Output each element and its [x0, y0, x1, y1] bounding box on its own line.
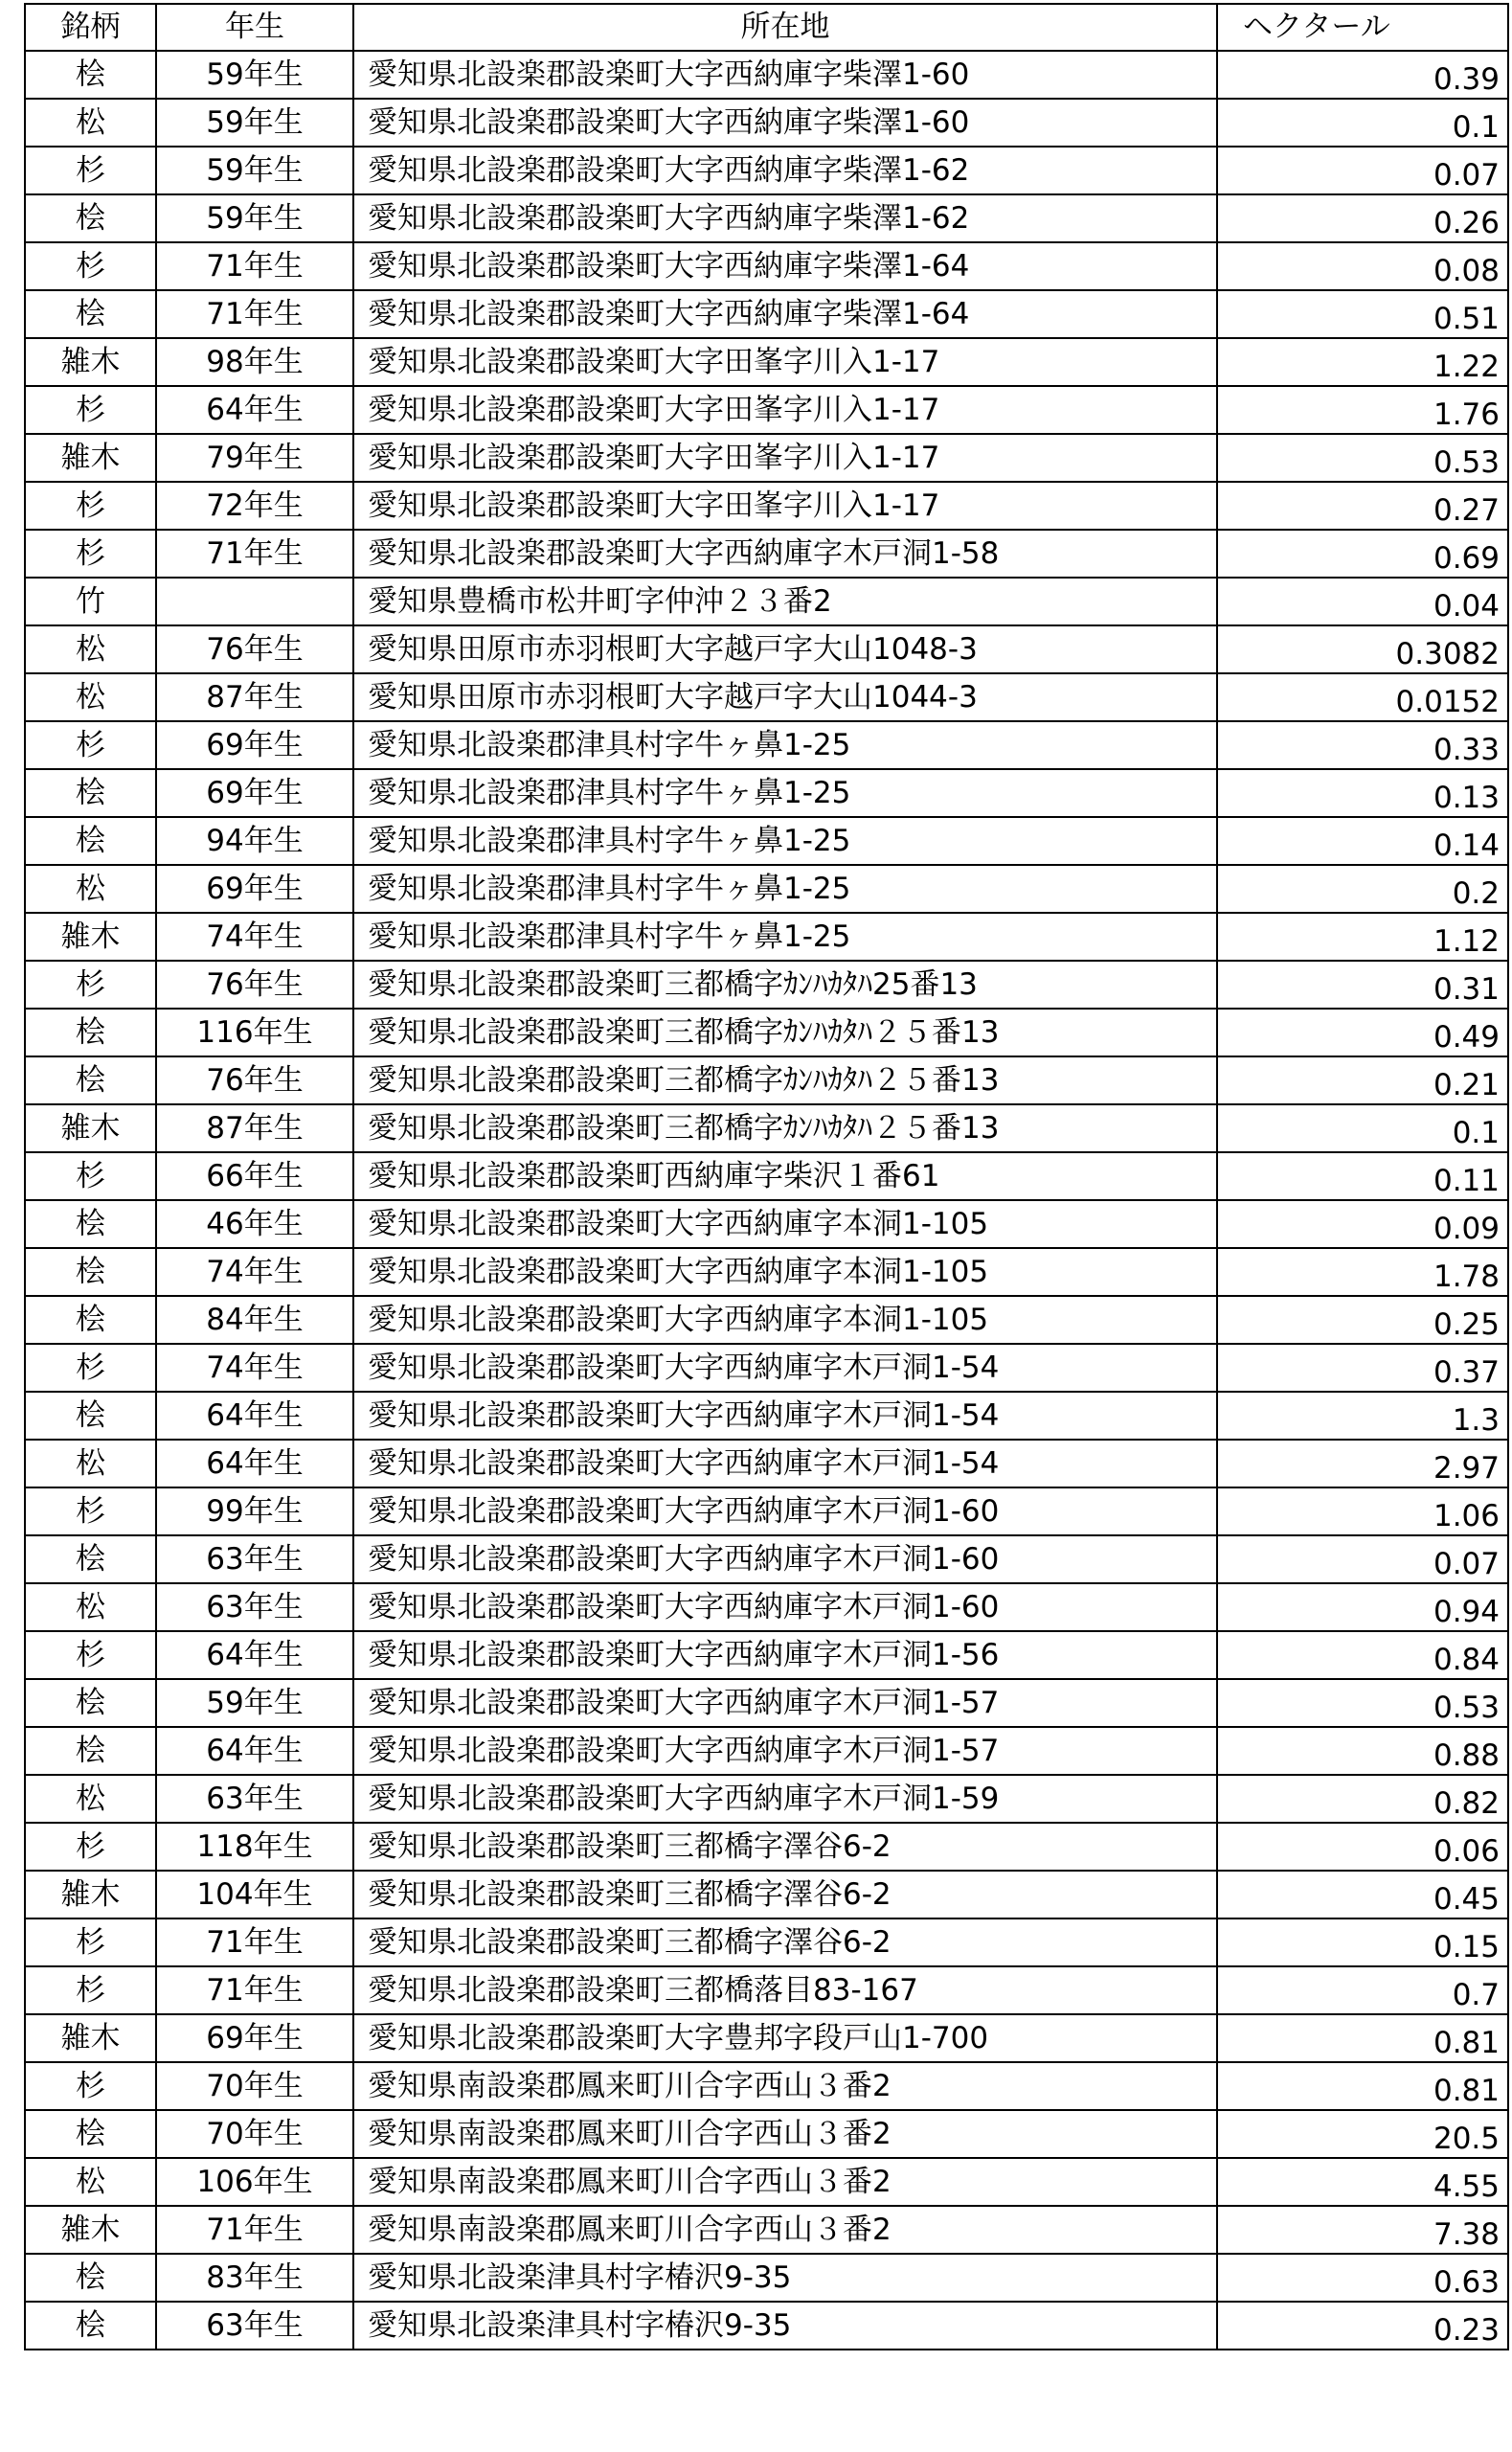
hectare-cell: 0.06 [1217, 1823, 1508, 1871]
species-cell: 松 [25, 1583, 156, 1631]
hectare-cell: 0.07 [1217, 147, 1508, 194]
location-cell: 愛知県北設楽郡設楽町大字西納庫字木戸洞1-59 [353, 1775, 1217, 1823]
location-cell: 愛知県北設楽郡設楽町大字西納庫字柴澤1-64 [353, 242, 1217, 290]
species-cell: 杉 [25, 2062, 156, 2110]
header-hectare: ヘクタール [1217, 4, 1508, 51]
table-row [25, 673, 1508, 721]
species-cell: 桧 [25, 1200, 156, 1248]
hectare-cell: 0.82 [1217, 1775, 1508, 1823]
species-cell: 杉 [25, 1487, 156, 1535]
location-cell: 愛知県豊橋市松井町字仲沖２３番2 [353, 578, 1217, 625]
table-row [25, 625, 1508, 673]
header-species: 銘柄 [25, 4, 156, 51]
table-row [25, 1631, 1508, 1679]
hectare-cell: 1.3 [1217, 1392, 1508, 1440]
age-cell: 59年生 [156, 1679, 353, 1727]
age-cell: 94年生 [156, 817, 353, 865]
hectare-cell: 0.25 [1217, 1296, 1508, 1344]
location-cell: 愛知県北設楽郡設楽町大字西納庫字柴澤1-62 [353, 147, 1217, 194]
location-cell: 愛知県北設楽郡津具村字牛ヶ鼻1-25 [353, 817, 1217, 865]
hectare-cell: 0.26 [1217, 194, 1508, 242]
table-row [25, 1823, 1508, 1871]
hectare-cell: 0.13 [1217, 769, 1508, 817]
species-cell: 杉 [25, 1344, 156, 1392]
forest-inventory-table [24, 3, 1509, 2350]
hectare-cell: 0.45 [1217, 1871, 1508, 1918]
age-cell: 46年生 [156, 1200, 353, 1248]
hectare-cell: 0.33 [1217, 721, 1508, 769]
age-cell: 64年生 [156, 386, 353, 434]
table-row [25, 51, 1508, 99]
age-cell: 74年生 [156, 913, 353, 961]
species-cell: 雑木 [25, 434, 156, 482]
hectare-cell: 0.69 [1217, 530, 1508, 578]
species-cell: 松 [25, 625, 156, 673]
hectare-cell: 1.76 [1217, 386, 1508, 434]
species-cell: 桧 [25, 290, 156, 338]
location-cell: 愛知県北設楽郡設楽町大字西納庫字木戸洞1-57 [353, 1727, 1217, 1775]
table-row [25, 1487, 1508, 1535]
table-row [25, 817, 1508, 865]
species-cell: 杉 [25, 530, 156, 578]
age-cell: 72年生 [156, 482, 353, 530]
age-cell: 59年生 [156, 51, 353, 99]
location-cell: 愛知県北設楽郡津具村字牛ヶ鼻1-25 [353, 721, 1217, 769]
age-cell: 87年生 [156, 1104, 353, 1152]
species-cell: 松 [25, 2158, 156, 2206]
hectare-cell: 0.39 [1217, 51, 1508, 99]
species-cell: 桧 [25, 2254, 156, 2302]
location-cell: 愛知県北設楽郡設楽町大字西納庫字本洞1-105 [353, 1200, 1217, 1248]
species-cell: 杉 [25, 1918, 156, 1966]
location-cell: 愛知県田原市赤羽根町大字越戸字大山1044-3 [353, 673, 1217, 721]
species-cell: 杉 [25, 1823, 156, 1871]
header-age: 年生 [156, 4, 353, 51]
table-row [25, 865, 1508, 913]
table-row [25, 1296, 1508, 1344]
age-cell: 70年生 [156, 2110, 353, 2158]
location-cell: 愛知県南設楽郡鳳来町川合字西山３番2 [353, 2062, 1217, 2110]
hectare-cell: 0.14 [1217, 817, 1508, 865]
table-row [25, 1104, 1508, 1152]
location-cell: 愛知県北設楽郡設楽町大字西納庫字木戸洞1-56 [353, 1631, 1217, 1679]
age-cell: 69年生 [156, 721, 353, 769]
species-cell: 桧 [25, 51, 156, 99]
location-cell: 愛知県北設楽郡設楽町大字西納庫字木戸洞1-60 [353, 1583, 1217, 1631]
species-cell: 桧 [25, 1535, 156, 1583]
age-cell: 71年生 [156, 530, 353, 578]
age-cell: 79年生 [156, 434, 353, 482]
age-cell: 83年生 [156, 2254, 353, 2302]
hectare-cell: 1.12 [1217, 913, 1508, 961]
table-row [25, 2062, 1508, 2110]
age-cell: 69年生 [156, 769, 353, 817]
table-row [25, 2110, 1508, 2158]
hectare-cell: 0.08 [1217, 242, 1508, 290]
hectare-cell: 0.81 [1217, 2062, 1508, 2110]
table-row [25, 530, 1508, 578]
table-row [25, 1440, 1508, 1487]
location-cell: 愛知県北設楽郡設楽町大字西納庫字柴澤1-60 [353, 99, 1217, 147]
table-row [25, 1152, 1508, 1200]
hectare-cell: 0.94 [1217, 1583, 1508, 1631]
location-cell: 愛知県北設楽郡設楽町三都橋字澤谷6-2 [353, 1823, 1217, 1871]
age-cell: 104年生 [156, 1871, 353, 1918]
hectare-cell: 0.84 [1217, 1631, 1508, 1679]
table-row [25, 242, 1508, 290]
location-cell: 愛知県北設楽郡設楽町三都橋落目83-167 [353, 1966, 1217, 2014]
hectare-cell: 0.51 [1217, 290, 1508, 338]
species-cell: 雑木 [25, 2014, 156, 2062]
age-cell: 66年生 [156, 1152, 353, 1200]
age-cell: 63年生 [156, 1535, 353, 1583]
table-row [25, 194, 1508, 242]
location-cell: 愛知県北設楽郡設楽町大字西納庫字木戸洞1-54 [353, 1392, 1217, 1440]
hectare-cell: 0.31 [1217, 961, 1508, 1009]
species-cell: 雑木 [25, 1104, 156, 1152]
location-cell: 愛知県北設楽郡津具村字牛ヶ鼻1-25 [353, 913, 1217, 961]
table-row [25, 434, 1508, 482]
species-cell: 松 [25, 99, 156, 147]
table-row [25, 2014, 1508, 2062]
table-row [25, 1966, 1508, 2014]
location-cell: 愛知県北設楽郡設楽町大字田峯字川入1-17 [353, 338, 1217, 386]
hectare-cell: 0.63 [1217, 2254, 1508, 2302]
table-row [25, 1918, 1508, 1966]
hectare-cell: 0.15 [1217, 1918, 1508, 1966]
hectare-cell: 0.21 [1217, 1056, 1508, 1104]
species-cell: 杉 [25, 242, 156, 290]
table-row [25, 769, 1508, 817]
hectare-cell: 20.5 [1217, 2110, 1508, 2158]
species-cell: 杉 [25, 961, 156, 1009]
age-cell: 87年生 [156, 673, 353, 721]
table-row [25, 2158, 1508, 2206]
age-cell: 71年生 [156, 290, 353, 338]
header-row [25, 4, 1508, 51]
age-cell: 76年生 [156, 625, 353, 673]
location-cell: 愛知県北設楽郡設楽町三都橋字ｶﾝﾊｶﾀﾊ２５番13 [353, 1009, 1217, 1056]
hectare-cell: 0.04 [1217, 578, 1508, 625]
location-cell: 愛知県北設楽郡設楽町大字西納庫字木戸洞1-60 [353, 1487, 1217, 1535]
location-cell: 愛知県南設楽郡鳳来町川合字西山３番2 [353, 2206, 1217, 2254]
age-cell: 59年生 [156, 194, 353, 242]
age-cell: 63年生 [156, 1583, 353, 1631]
species-cell: 杉 [25, 1152, 156, 1200]
age-cell: 74年生 [156, 1344, 353, 1392]
hectare-cell: 0.0152 [1217, 673, 1508, 721]
table-row [25, 1056, 1508, 1104]
age-cell: 71年生 [156, 242, 353, 290]
hectare-cell: 1.22 [1217, 338, 1508, 386]
hectare-cell: 0.23 [1217, 2302, 1508, 2350]
hectare-cell: 0.7 [1217, 1966, 1508, 2014]
age-cell: 74年生 [156, 1248, 353, 1296]
age-cell: 84年生 [156, 1296, 353, 1344]
hectare-cell: 0.88 [1217, 1727, 1508, 1775]
location-cell: 愛知県北設楽郡設楽町三都橋字ｶﾝﾊｶﾀﾊ２５番13 [353, 1104, 1217, 1152]
table-row [25, 290, 1508, 338]
location-cell: 愛知県北設楽郡設楽町大字西納庫字木戸洞1-60 [353, 1535, 1217, 1583]
location-cell: 愛知県田原市赤羽根町大字越戸字大山1048-3 [353, 625, 1217, 673]
location-cell: 愛知県北設楽郡設楽町三都橋字ｶﾝﾊｶﾀﾊ２５番13 [353, 1056, 1217, 1104]
species-cell: 杉 [25, 1631, 156, 1679]
table-row [25, 482, 1508, 530]
location-cell: 愛知県北設楽郡設楽町大字西納庫字木戸洞1-54 [353, 1344, 1217, 1392]
age-cell [156, 578, 353, 625]
hectare-cell: 0.1 [1217, 1104, 1508, 1152]
table-row [25, 961, 1508, 1009]
species-cell: 杉 [25, 482, 156, 530]
age-cell: 64年生 [156, 1440, 353, 1487]
species-cell: 松 [25, 673, 156, 721]
table-row [25, 386, 1508, 434]
table-row [25, 2254, 1508, 2302]
species-cell: 雑木 [25, 2206, 156, 2254]
species-cell: 桧 [25, 769, 156, 817]
age-cell: 71年生 [156, 2206, 353, 2254]
table-row [25, 1392, 1508, 1440]
species-cell: 杉 [25, 1966, 156, 2014]
species-cell: 松 [25, 1775, 156, 1823]
age-cell: 69年生 [156, 2014, 353, 2062]
location-cell: 愛知県北設楽郡設楽町大字田峯字川入1-17 [353, 386, 1217, 434]
hectare-cell: 0.2 [1217, 865, 1508, 913]
location-cell: 愛知県北設楽郡設楽町西納庫字柴沢１番61 [353, 1152, 1217, 1200]
location-cell: 愛知県北設楽郡設楽町大字田峯字川入1-17 [353, 434, 1217, 482]
location-cell: 愛知県北設楽郡設楽町大字西納庫字柴澤1-60 [353, 51, 1217, 99]
age-cell: 106年生 [156, 2158, 353, 2206]
location-cell: 愛知県北設楽郡設楽町大字豊邦字段戸山1-700 [353, 2014, 1217, 2062]
table-row [25, 99, 1508, 147]
hectare-cell: 0.49 [1217, 1009, 1508, 1056]
location-cell: 愛知県北設楽津具村字椿沢9-35 [353, 2302, 1217, 2350]
location-cell: 愛知県北設楽津具村字椿沢9-35 [353, 2254, 1217, 2302]
hectare-cell: 0.53 [1217, 434, 1508, 482]
species-cell: 竹 [25, 578, 156, 625]
species-cell: 桧 [25, 1679, 156, 1727]
hectare-cell: 0.3082 [1217, 625, 1508, 673]
location-cell: 愛知県北設楽郡設楽町三都橋字澤谷6-2 [353, 1871, 1217, 1918]
location-cell: 愛知県北設楽郡津具村字牛ヶ鼻1-25 [353, 769, 1217, 817]
table-row [25, 1871, 1508, 1918]
location-cell: 愛知県北設楽郡設楽町大字西納庫字木戸洞1-57 [353, 1679, 1217, 1727]
location-cell: 愛知県南設楽郡鳳来町川合字西山３番2 [353, 2158, 1217, 2206]
species-cell: 桧 [25, 1009, 156, 1056]
species-cell: 桧 [25, 2302, 156, 2350]
hectare-cell: 0.07 [1217, 1535, 1508, 1583]
hectare-cell: 0.53 [1217, 1679, 1508, 1727]
location-cell: 愛知県北設楽郡設楽町三都橋字ｶﾝﾊｶﾀﾊ25番13 [353, 961, 1217, 1009]
species-cell: 桧 [25, 1248, 156, 1296]
age-cell: 98年生 [156, 338, 353, 386]
table-row [25, 1775, 1508, 1823]
age-cell: 59年生 [156, 147, 353, 194]
age-cell: 64年生 [156, 1727, 353, 1775]
species-cell: 杉 [25, 386, 156, 434]
location-cell: 愛知県北設楽郡津具村字牛ヶ鼻1-25 [353, 865, 1217, 913]
species-cell: 桧 [25, 2110, 156, 2158]
table-row [25, 721, 1508, 769]
table-row [25, 1535, 1508, 1583]
species-cell: 杉 [25, 147, 156, 194]
location-cell: 愛知県北設楽郡設楽町大字西納庫字柴澤1-62 [353, 194, 1217, 242]
header-location: 所在地 [353, 4, 1217, 51]
age-cell: 99年生 [156, 1487, 353, 1535]
hectare-cell: 7.38 [1217, 2206, 1508, 2254]
table-row [25, 1009, 1508, 1056]
species-cell: 雑木 [25, 338, 156, 386]
table-row [25, 913, 1508, 961]
table-row [25, 1344, 1508, 1392]
age-cell: 64年生 [156, 1392, 353, 1440]
location-cell: 愛知県北設楽郡設楽町大字西納庫字本洞1-105 [353, 1296, 1217, 1344]
location-cell: 愛知県北設楽郡設楽町大字西納庫字本洞1-105 [353, 1248, 1217, 1296]
hectare-cell: 0.37 [1217, 1344, 1508, 1392]
species-cell: 松 [25, 1440, 156, 1487]
table-row [25, 2206, 1508, 2254]
age-cell: 63年生 [156, 1775, 353, 1823]
species-cell: 桧 [25, 817, 156, 865]
hectare-cell: 0.1 [1217, 99, 1508, 147]
age-cell: 76年生 [156, 961, 353, 1009]
location-cell: 愛知県北設楽郡設楽町大字田峯字川入1-17 [353, 482, 1217, 530]
age-cell: 116年生 [156, 1009, 353, 1056]
hectare-cell: 0.81 [1217, 2014, 1508, 2062]
species-cell: 桧 [25, 1727, 156, 1775]
hectare-cell: 0.27 [1217, 482, 1508, 530]
age-cell: 59年生 [156, 99, 353, 147]
age-cell: 70年生 [156, 2062, 353, 2110]
species-cell: 桧 [25, 1056, 156, 1104]
age-cell: 69年生 [156, 865, 353, 913]
location-cell: 愛知県北設楽郡設楽町大字西納庫字木戸洞1-54 [353, 1440, 1217, 1487]
age-cell: 118年生 [156, 1823, 353, 1871]
species-cell: 桧 [25, 194, 156, 242]
location-cell: 愛知県南設楽郡鳳来町川合字西山３番2 [353, 2110, 1217, 2158]
table-row [25, 1727, 1508, 1775]
hectare-cell: 4.55 [1217, 2158, 1508, 2206]
location-cell: 愛知県北設楽郡設楽町三都橋字澤谷6-2 [353, 1918, 1217, 1966]
table-row [25, 1583, 1508, 1631]
table-row [25, 1248, 1508, 1296]
hectare-cell: 1.78 [1217, 1248, 1508, 1296]
table-row [25, 578, 1508, 625]
hectare-cell: 0.11 [1217, 1152, 1508, 1200]
age-cell: 64年生 [156, 1631, 353, 1679]
age-cell: 63年生 [156, 2302, 353, 2350]
hectare-cell: 0.09 [1217, 1200, 1508, 1248]
species-cell: 雑木 [25, 1871, 156, 1918]
location-cell: 愛知県北設楽郡設楽町大字西納庫字木戸洞1-58 [353, 530, 1217, 578]
table-row [25, 1200, 1508, 1248]
age-cell: 71年生 [156, 1918, 353, 1966]
hectare-cell: 1.06 [1217, 1487, 1508, 1535]
species-cell: 桧 [25, 1296, 156, 1344]
species-cell: 松 [25, 865, 156, 913]
species-cell: 雑木 [25, 913, 156, 961]
table-body [25, 51, 1508, 2350]
age-cell: 71年生 [156, 1966, 353, 2014]
table-row [25, 147, 1508, 194]
hectare-cell: 2.97 [1217, 1440, 1508, 1487]
table-row [25, 338, 1508, 386]
table-row [25, 2302, 1508, 2350]
species-cell: 杉 [25, 721, 156, 769]
table-row [25, 1679, 1508, 1727]
age-cell: 76年生 [156, 1056, 353, 1104]
species-cell: 桧 [25, 1392, 156, 1440]
location-cell: 愛知県北設楽郡設楽町大字西納庫字柴澤1-64 [353, 290, 1217, 338]
